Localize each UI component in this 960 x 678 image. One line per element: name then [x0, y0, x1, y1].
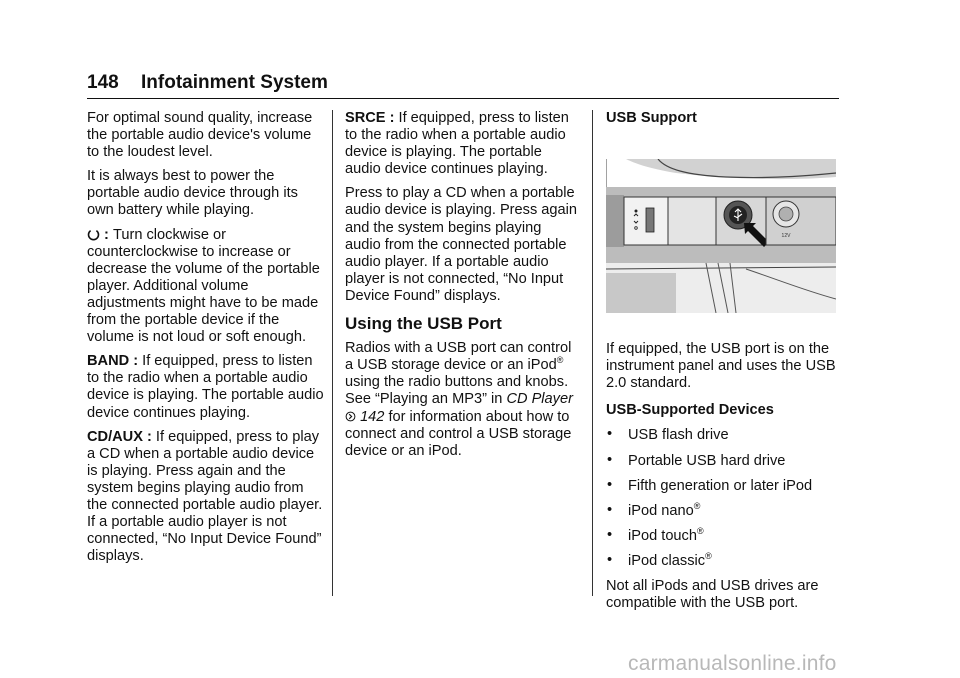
- list-item: • iPod touch®: [607, 525, 704, 544]
- paragraph-band: [87, 353, 325, 421]
- paragraph-compatibility: Not all iPods and USB drives are compatible with the USB port.: [606, 578, 819, 612]
- paragraph-srce: [345, 110, 581, 178]
- svg-text:12V: 12V: [781, 233, 791, 240]
- column-2: [345, 110, 581, 467]
- watermark-text: carmanualsonline.info: [628, 652, 837, 675]
- heading-using-usb-port: Using the USB Port: [345, 314, 502, 334]
- column-3: [606, 110, 842, 619]
- list-item: • Fifth generation or later iPod: [607, 476, 813, 494]
- band-label: BAND :: [87, 353, 143, 370]
- heading-usb-support: USB Support: [606, 110, 697, 126]
- srce-description: If equipped, press to listen to the radio when a portable audio device is playing. The portable audio device continues playing.: [345, 110, 569, 178]
- registered-mark: ®: [556, 355, 564, 366]
- paragraph-usb-control: Radios with a USB port can control a USB storage device or an iPod® using the radio buttons and knobs. See “Playing an MP3” in CD Player 142 for information about how to connect and control a USB storage device or an iPod.: [345, 340, 573, 459]
- page-reference-number[interactable]: 142: [360, 408, 385, 425]
- paragraph-knob: [87, 227, 325, 347]
- column-divider: [592, 110, 593, 596]
- column-1: [87, 110, 325, 572]
- usb-port-illustration: [606, 159, 836, 313]
- section-title: Infotainment System: [141, 72, 328, 93]
- power-volume-knob-icon: [87, 228, 100, 241]
- registered-mark: ®: [696, 525, 704, 536]
- band-description: If equipped, press to listen to the radio when a portable audio device is playing. The portable audio device continues playing.: [87, 353, 324, 421]
- heading-usb-supported-devices: USB-Supported Devices: [606, 402, 774, 419]
- list-item: • iPod nano®: [607, 500, 701, 519]
- registered-mark: ®: [693, 500, 701, 511]
- page-header: [87, 72, 839, 99]
- knob-description: Turn clockwise or counterclockwise to increase or decrease the volume of the portable player. Additional volume adjustments might have to be made from the portable device if the volume is not loud or soft enough.: [87, 226, 320, 346]
- paragraph-battery-tip: It is always best to power the portable audio device through its own battery while playing.: [87, 168, 298, 219]
- list-item: • Portable USB hard drive: [607, 451, 786, 469]
- cdaux-description: If equipped, press to play a CD when a portable audio device is playing. Press again and the system begins playing audio from the connected portable audio player. If a portable audio player is not connected, “No Input Device Found” displays.: [87, 428, 323, 565]
- supported-devices-list: [606, 427, 842, 570]
- paragraph-volume-tip: For optimal sound quality, increase the portable audio device's volume to the loudest level.: [87, 110, 313, 161]
- page-number: 148: [87, 72, 119, 93]
- paragraph-cdaux: [87, 429, 325, 566]
- knob-separator: :: [100, 226, 113, 243]
- registered-mark: ®: [705, 550, 712, 561]
- srce-label: SRCE :: [345, 110, 399, 126]
- cd-player-reference[interactable]: CD Player: [506, 391, 573, 408]
- cdaux-label: CD/AUX :: [87, 428, 156, 445]
- paragraph-press-cd: Press to play a CD when a portable audio device is playing. Press again and the system begins playing audio from the connected portable audio player. If a portable audio player is not connected, “No Input Device Found” displays.: [345, 185, 578, 304]
- list-item: • iPod classic®: [607, 550, 712, 569]
- paragraph-usb-location: If equipped, the USB port is on the instrument panel and uses the USB 2.0 standard.: [606, 341, 836, 392]
- page-reference-icon: [345, 410, 356, 421]
- column-divider: [332, 110, 333, 596]
- list-item: • USB flash drive: [607, 426, 729, 444]
